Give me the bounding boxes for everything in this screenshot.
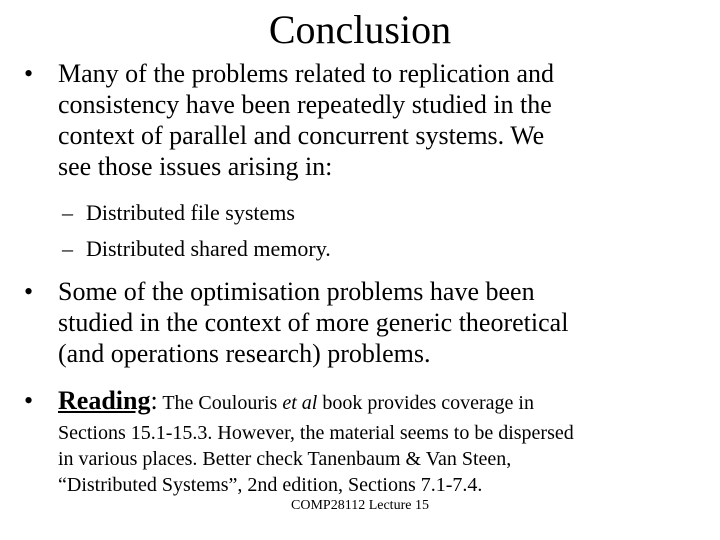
bullet-line: (and operations research) problems.	[58, 339, 431, 368]
subitem-text: Distributed file systems	[86, 200, 295, 225]
bullet-line: see those issues arising in:	[58, 152, 333, 181]
subitem-text: Distributed shared memory.	[86, 236, 331, 261]
reading-intro-text: The Coulouris	[157, 392, 283, 414]
reading-colon: :	[150, 386, 158, 415]
reading-line: Sections 15.1-15.3. However, the material seems to be dispersed	[58, 422, 574, 444]
subitem-file-systems	[58, 199, 698, 227]
slide-title: Conclusion	[268, 7, 452, 52]
reading-line: in various places. Better check Tanenbaum & Van Steen,	[58, 448, 512, 470]
reading-heading	[58, 386, 158, 415]
dash-icon: –	[62, 200, 73, 225]
bullet-icon: •	[24, 386, 34, 415]
bullet-line: consistency have been repeatedly studied in the	[58, 90, 552, 119]
bullet-icon: •	[24, 277, 34, 306]
bullet-line: Many of the problems related to replication and	[58, 59, 555, 88]
subitem-shared-memory	[58, 235, 698, 263]
reading-line: “Distributed Systems”, 2nd edition, Sections 7.1-7.4.	[58, 474, 483, 496]
reading-body	[58, 420, 708, 498]
bullet-line: Some of the optimisation problems have been	[58, 277, 535, 306]
bullet-reading	[24, 385, 704, 419]
bullet-line: studied in the context of more generic theoretical	[58, 308, 569, 337]
bullet-icon: •	[24, 59, 34, 88]
bullet-line: context of parallel and concurrent systems. We	[58, 121, 545, 150]
reading-intro-italic: et al	[282, 392, 318, 414]
reading-intro-end: book provides coverage in	[317, 392, 534, 414]
bullet-optimisation	[24, 276, 704, 369]
slide-footer: COMP28112 Lecture 15	[291, 498, 429, 513]
bullet-replication	[24, 58, 704, 182]
reading-intro	[158, 392, 534, 414]
reading-label: Reading	[58, 386, 151, 415]
dash-icon: –	[62, 236, 73, 261]
